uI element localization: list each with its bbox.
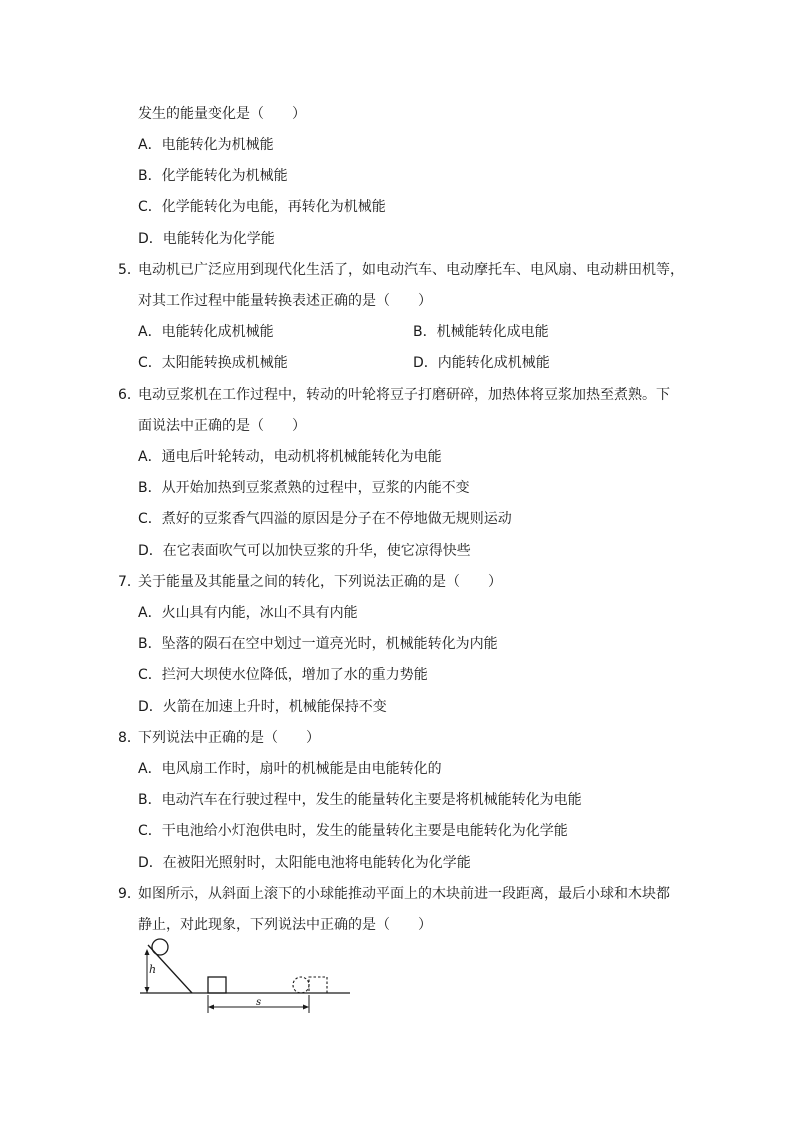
question-5-option-b[interactable]: B．机械能转化成电能 xyxy=(413,324,549,340)
question-5-option-c[interactable]: C．太阳能转换成机械能 xyxy=(138,355,288,371)
question-5-option-d[interactable]: D．内能转化成机械能 xyxy=(413,355,550,371)
height-arrow-head-bottom xyxy=(145,987,150,993)
question-5-stem-line-2: 对其工作过程中能量转换表述正确的是（ ） xyxy=(138,293,432,309)
question-6-option-b[interactable]: B．从开始加热到豆浆煮熟的过程中，豆浆的内能不变 xyxy=(138,480,470,496)
distance-arrow-head-right xyxy=(303,1005,309,1010)
question-6-number: 6． xyxy=(118,387,141,403)
question-8-option-a[interactable]: A．电风扇工作时，扇叶的机械能是由电能转化的 xyxy=(138,761,442,777)
ball-start xyxy=(152,939,168,955)
question-5-option-a[interactable]: A．电能转化成机械能 xyxy=(138,324,274,340)
question-9-number: 9． xyxy=(118,886,141,902)
distance-label: s xyxy=(256,997,262,1008)
question-9-stem-line-1: 如图所示，从斜面上滚下的小球能推动平面上的木块前进一段距离，最后小球和木块都 xyxy=(138,886,670,902)
ball-end xyxy=(293,977,309,993)
question-8-option-c[interactable]: C．干电池给小灯泡供电时，发生的能量转化主要是电能转化为化学能 xyxy=(138,823,568,839)
question-9-stem-line-2: 静止，对此现象，下列说法中正确的是（ ） xyxy=(138,917,432,933)
question-7-option-a[interactable]: A．火山具有内能，冰山不具有内能 xyxy=(138,605,358,621)
question-8-number: 8． xyxy=(118,730,141,746)
question-7-number: 7． xyxy=(118,574,141,590)
question-8-option-b[interactable]: B．电动汽车在行驶过程中，发生的能量转化主要是将机械能转化为电能 xyxy=(138,792,582,808)
question-6-option-d[interactable]: D．在它表面吹气可以加快豆浆的升华，使它凉得快些 xyxy=(138,543,471,559)
question-4-option-a[interactable]: A．电能转化为机械能 xyxy=(138,137,274,153)
question-9-figure xyxy=(140,937,355,1019)
question-7-option-d[interactable]: D．火箭在加速上升时，机械能保持不变 xyxy=(138,699,387,715)
block-end xyxy=(309,977,327,993)
question-8-stem-line-1: 下列说法中正确的是（ ） xyxy=(138,730,320,746)
question-6-option-a[interactable]: A．通电后叶轮转动，电动机将机械能转化为电能 xyxy=(138,449,442,465)
question-4-option-d[interactable]: D．电能转化为化学能 xyxy=(138,231,275,247)
question-6-option-c[interactable]: C．煮好的豆浆香气四溢的原因是分子在不停地做无规则运动 xyxy=(138,511,512,527)
question-7-stem-line-1: 关于能量及其能量之间的转化，下列说法正确的是（ ） xyxy=(138,574,502,590)
question-4-stem-tail: 发生的能量变化是（ ） xyxy=(138,106,306,122)
question-5-number: 5． xyxy=(118,262,141,278)
question-4-option-b[interactable]: B．化学能转化为机械能 xyxy=(138,168,288,184)
block-start xyxy=(208,977,226,993)
height-arrow-head-top xyxy=(145,949,150,955)
question-4-option-c[interactable]: C．化学能转化为电能，再转化为机械能 xyxy=(138,199,386,215)
question-7-option-c[interactable]: C．拦河大坝使水位降低，增加了水的重力势能 xyxy=(138,667,428,683)
question-8-option-d[interactable]: D．在被阳光照射时，太阳能电池将电能转化为化学能 xyxy=(138,855,471,871)
height-label: h xyxy=(149,963,157,976)
question-6-stem-line-2: 面说法中正确的是（ ） xyxy=(138,418,306,434)
question-5-stem-line-1: 电动机已广泛应用到现代化生活了，如电动汽车、电动摩托车、电风扇、电动耕田机等， xyxy=(138,262,684,278)
distance-arrow-head-left xyxy=(208,1005,214,1010)
question-7-option-b[interactable]: B．坠落的陨石在空中划过一道亮光时，机械能转化为内能 xyxy=(138,636,498,652)
question-6-stem-line-1: 电动豆浆机在工作过程中，转动的叶轮将豆子打磨研碎，加热体将豆浆加热至煮熟。下 xyxy=(138,387,670,403)
